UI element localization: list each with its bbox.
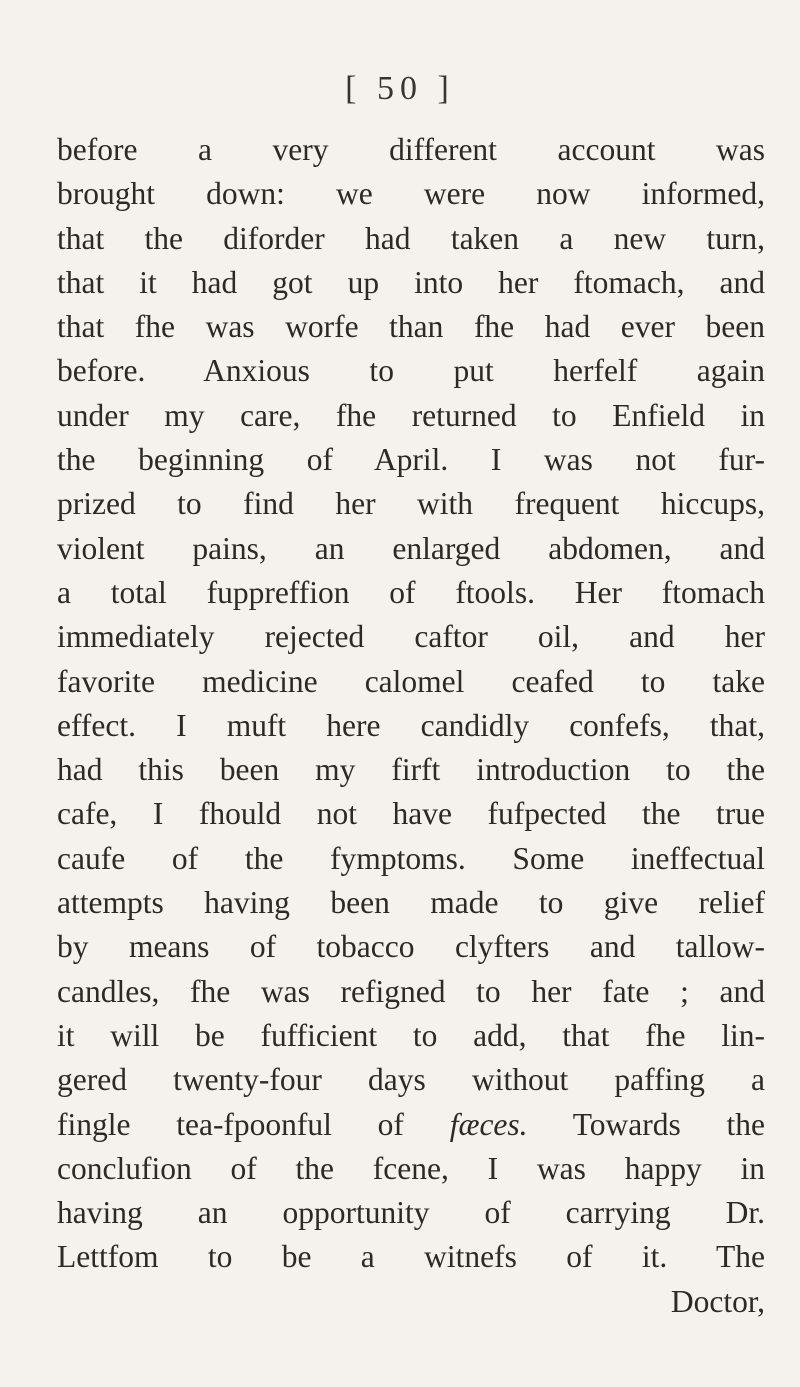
text-line-16: cafe, I fhould not have fufpected the true bbox=[57, 796, 765, 832]
text-line-2: brought down: we were now informed, bbox=[57, 176, 765, 212]
text-line-25: having an opportunity of carrying Dr. bbox=[57, 1195, 765, 1231]
text-line-10: violent pains, an enlarged abdomen, and bbox=[57, 530, 765, 566]
text-line-19: by means of tobacco clyfters and tallow- bbox=[57, 929, 765, 965]
text-line-5: that fhe was worfe than fhe had ever been bbox=[57, 309, 765, 345]
text-line-12: immediately rejected caftor oil, and her bbox=[57, 619, 765, 655]
catchword: Doctor, bbox=[670, 1283, 765, 1319]
text-line-11: a total fuppreffion of ftools. Her ftomach bbox=[57, 574, 765, 610]
text-line-7: under my care, fhe returned to Enfield in bbox=[57, 397, 765, 433]
text-line-18: attempts having been made to give relief bbox=[57, 885, 765, 921]
text-line-20: candles, fhe was refigned to her fate ; and bbox=[57, 973, 765, 1009]
text-line-6: before. Anxious to put herfelf again bbox=[57, 353, 765, 389]
text-line-21: it will be fufficient to add, that fhe lin- bbox=[57, 1017, 765, 1053]
italic-word: fæces. bbox=[449, 1106, 528, 1142]
text-line-26: Lettfom to be a witnefs of it. The bbox=[57, 1239, 765, 1275]
text-line-3: that the diforder had taken a new turn, bbox=[57, 220, 765, 256]
text-line-24: conclufion of the fcene, I was happy in bbox=[57, 1150, 765, 1186]
text-line-9: prized to find her with frequent hiccups, bbox=[57, 486, 765, 522]
text-line-15: had this been my firft introduction to the bbox=[57, 752, 765, 788]
text-line-23-start: fingle tea-fpoonful of bbox=[57, 1106, 404, 1142]
text-line-4: that it had got up into her ftomach, and bbox=[57, 264, 765, 300]
text-line-13: favorite medicine calomel ceafed to take bbox=[57, 663, 765, 699]
body-text bbox=[57, 128, 765, 1324]
page-number: [ 50 ] bbox=[345, 70, 455, 107]
text-line-17: caufe of the fymptoms. Some ineffectual bbox=[57, 840, 765, 876]
text-line-14: effect. I muft here candidly confefs, that, bbox=[57, 707, 765, 743]
text-line-22: gered twenty-four days without paffing a bbox=[57, 1062, 765, 1098]
text-line-23 bbox=[57, 1103, 765, 1147]
text-line-23-end: Towards the bbox=[572, 1106, 765, 1142]
text-line-8: the beginning of April. I was not fur- bbox=[57, 442, 765, 478]
text-line-1: before a very different account was bbox=[57, 132, 765, 167]
